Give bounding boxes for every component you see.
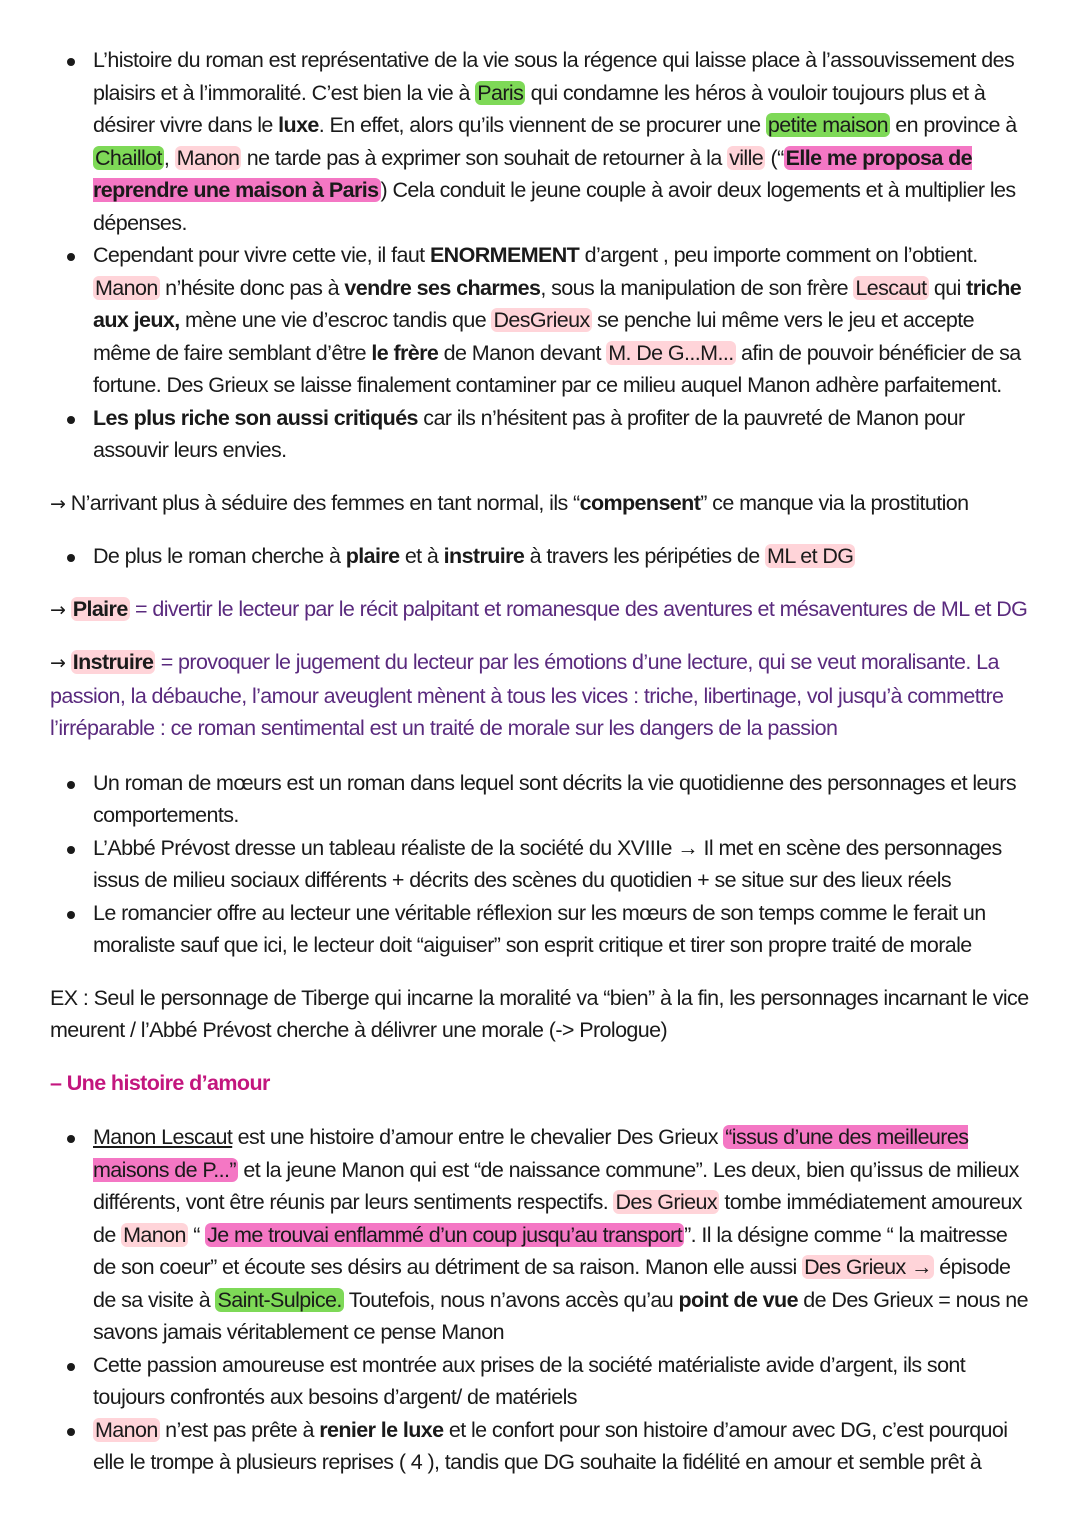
list-item: Manon n’est pas prête à renier le luxe et le confort pour son histoire d’amour avec DG, c’est pourquoi elle le trompe à plusieurs reprises ( 4 ), tandis que DG souhaite la fidélité en amour et semble prêt à: [93, 1414, 1030, 1479]
highlight-ml-dg: ML et DG: [767, 544, 854, 568]
list-item: Cette passion amoureuse est montrée aux prises de la société matérialiste avide d’argent, ils sont toujours confrontés aux besoins d’argent/ de matériels: [93, 1349, 1030, 1414]
example-paragraph: EX : Seul le personnage de Tiberge qui incarne la moralité va “bien” à la fin, les personnages incarnant le vice meurent / l’Abbé Prévost cherche à délivrer une morale (-> Prologue): [50, 985, 1029, 1042]
highlight-ville: ville: [729, 145, 764, 170]
arrow-right-icon: →: [50, 492, 66, 515]
highlight-manon: Manon: [95, 1417, 158, 1442]
highlight-chaillot: Chaillot: [95, 145, 162, 170]
highlight-desgrieux: DesGrieux: [493, 308, 590, 332]
highlight-paris: Paris: [477, 80, 524, 105]
bullet-list-regence: [50, 44, 1030, 467]
definition-plaire: → Plaire = divertir le lecteur par le récit palpitant et romanesque des aventures et mésaventures de ML et DG: [50, 596, 1028, 621]
list-item: Cependant pour vivre cette vie, il faut ENORMEMENT d’argent , peu importe comment on l’obtient. Manon n’hésite donc pas à vendre ses charmes, sous la manipulation de son frère Lescaut qui triche aux jeux, mène une vie d’escroc tandis que DesGrieux se penche lui même vers le jeu et accepte même de faire semblant d’être le frère de Manon devant M. De G...M... afin de pouvoir bénéficier de sa fortune. Des Grieux se laisse finalement contaminer par ce milieu auquel Manon adhère parfaitement.: [93, 239, 1030, 402]
highlight-manon: Manon: [176, 145, 240, 170]
definition-instruire: → Instruire = provoquer le jugement du lecteur par les émotions d’une lecture, qui se veut moralisante. La passion, la débauche, l’amour aveuglent mènent à tous les vices : triche, libertinage, vol jusqu’à commettre l’irréparable : ce roman sentimental est un traité de morale sur les dangers de la passion: [50, 650, 1004, 740]
list-item: Le romancier offre au lecteur une véritable réflexion sur les mœurs de son temps comme le ferait un moraliste sauf que ici, le lecteur doit “aiguiser” son esprit critique et tirer son propre traité de morale: [93, 897, 1030, 962]
highlight-lescaut: Lescaut: [855, 275, 927, 300]
highlight-instruire: Instruire: [72, 650, 154, 674]
highlight-desgrieux: Des Grieux: [615, 1190, 718, 1214]
arrow-right-icon: →: [50, 652, 66, 674]
list-item: Les plus riche son aussi critiqués car ils n’hésitent pas à profiter de la pauvreté de Manon pour assouvir leurs envies.: [93, 402, 1030, 467]
section-title: – Une histoire d’amour: [50, 1070, 270, 1095]
list-item: L’Abbé Prévost dresse un tableau réaliste de la société du XVIIIe → Il met en scène des personnages issus de milieu sociaux différents + décrits des scènes du quotidien + se situe sur des lieux réels: [93, 832, 1030, 897]
arrow-right-icon: →: [50, 598, 66, 621]
highlight-manon: Manon: [95, 275, 158, 300]
highlight-saint-sulpice: Saint-Sulpice.: [217, 1287, 342, 1312]
highlight-manon: Manon: [123, 1222, 186, 1247]
highlight-petite-maison: petite maison: [767, 113, 888, 137]
bullet-list-plaire-instruire: [50, 540, 1030, 573]
book-title: Manon Lescaut: [93, 1125, 233, 1149]
list-item: Un roman de mœurs est un roman dans lequel sont décrits la vie quotidienne des personnages et leurs comportements.: [93, 767, 1030, 832]
highlight-quote-maisons: “issus d’une des meilleures maisons de P...”: [93, 1125, 969, 1182]
list-item: L’histoire du roman est représentative de la vie sous la régence qui laisse place à l’assouvissement des plaisirs et à l’immoralité. C’est bien la vie à Paris qui condamne les héros à vouloir toujours plus et à désirer vivre dans le luxe. En effet, alors qu’ils viennent de se procurer une petite maison en province à Chaillot, Manon ne tarde pas à exprimer son souhait de retourner à la ville (“Elle me proposa de reprendre une maison à Paris) Cela conduit le jeune couple à avoir deux logements et à multiplier les dépenses.: [93, 44, 1030, 239]
highlight-quote-maison-paris: Elle me proposa de reprendre une maison à Paris: [93, 145, 972, 202]
highlight-quote-enflamme: Je me trouvai enflammé d’un coup jusqu’au transport: [207, 1222, 683, 1247]
bullet-list-histoire-amour: [50, 1121, 1030, 1479]
highlight-plaire: Plaire: [72, 596, 128, 621]
list-item: Manon Lescaut est une histoire d’amour entre le chevalier Des Grieux “issus d’une des meilleures maisons de P...” et la jeune Manon qui est “de naissance commune”. Les deux, bien qu’issus de milieux différents, vont être réunis par leurs sentiments respectifs. Des Grieux tombe immédiatement amoureux de Manon “ Je me trouvai enflammé d’un coup jusqu’au transport”. Il la désigne comme “ la maitresse de son coeur” et écoute ses désirs au détriment de sa raison. Manon elle aussi Des Grieux → épisode de sa visite à Saint-Sulpice. Toutefois, nous n’avons accès qu’au point de vue de Des Grieux = nous ne savons jamais véritablement ce pense Manon: [93, 1121, 1030, 1349]
arrow-note-compensent: → N’arrivant plus à séduire des femmes en tant normal, ils “compensent” ce manque via la prostitution: [50, 490, 969, 515]
bullet-list-roman-moeurs: [50, 767, 1030, 962]
highlight-desgrieux: Des Grieux →: [804, 1255, 932, 1279]
list-item: De plus le roman cherche à plaire et à instruire à travers les péripéties de ML et DG: [93, 540, 1030, 573]
highlight-mdegm: M. De G...M...: [608, 340, 734, 365]
